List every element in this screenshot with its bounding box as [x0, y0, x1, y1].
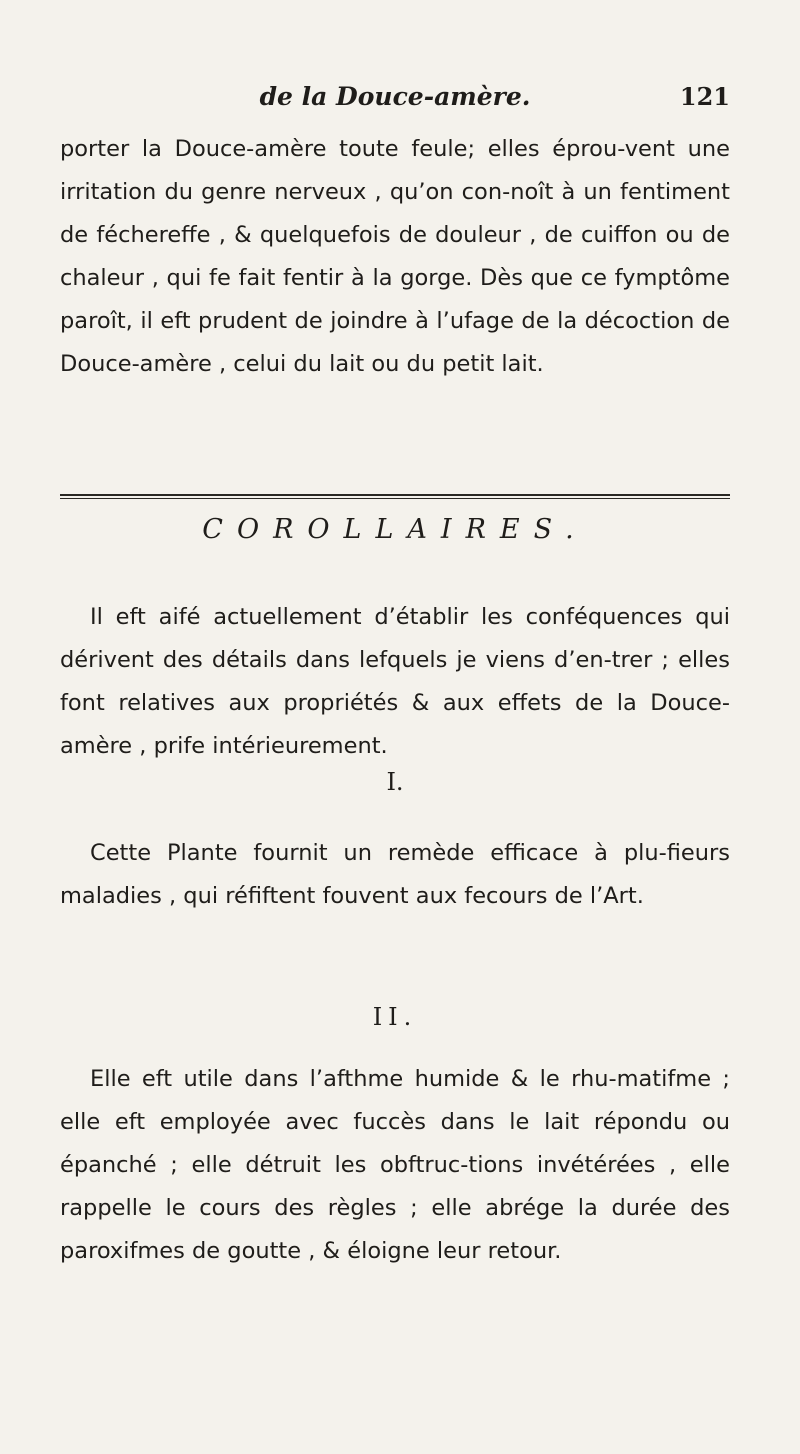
page-number: 121	[679, 82, 730, 111]
numeral-one: I.	[386, 768, 404, 796]
paragraph-two: Elle eft utile dans l’afthme humide & le rhu-matifme ; elle eft employée avec fuccès dans le lait répondu ou épanché ; elle détruit les obftruc-tions invétérées , elle rappelle le cours des règles ; elle abrége la durée des paroxifmes de goutte , & éloigne leur retour.	[60, 1066, 730, 1264]
section-divider	[60, 494, 730, 499]
numeral-two: II.	[372, 1003, 418, 1031]
section-heading: COROLLAIRES.	[202, 514, 588, 545]
paragraph-continuation: porter la Douce-amère toute feule; elles éprou-vent une irritation du genre nerveux , qu’on con-noît à un fentiment de féchereffe , & quelquefois de douleur , de cuiffon ou de chaleur , qui fe fait fentir à la gorge. Dès que ce fymptôme paroît, il eft prudent de joindre à l’ufage de la décoction de Douce-amère , celui du lait ou du petit lait.	[60, 136, 730, 377]
paragraph-intro: Il eft aifé actuellement d’établir les conféquences qui dérivent des détails dans lefquels je viens d’en-trer ; elles font relatives aux propriétés & aux effets de la Douce-amère , prife intérieurement.	[60, 604, 730, 759]
running-head	[60, 82, 730, 122]
paragraph-one: Cette Plante fournit un remède efficace à plu-fieurs maladies , qui réfiftent fouvent aux fecours de l’Art.	[60, 840, 730, 909]
running-title: de la Douce-amère.	[259, 82, 531, 111]
